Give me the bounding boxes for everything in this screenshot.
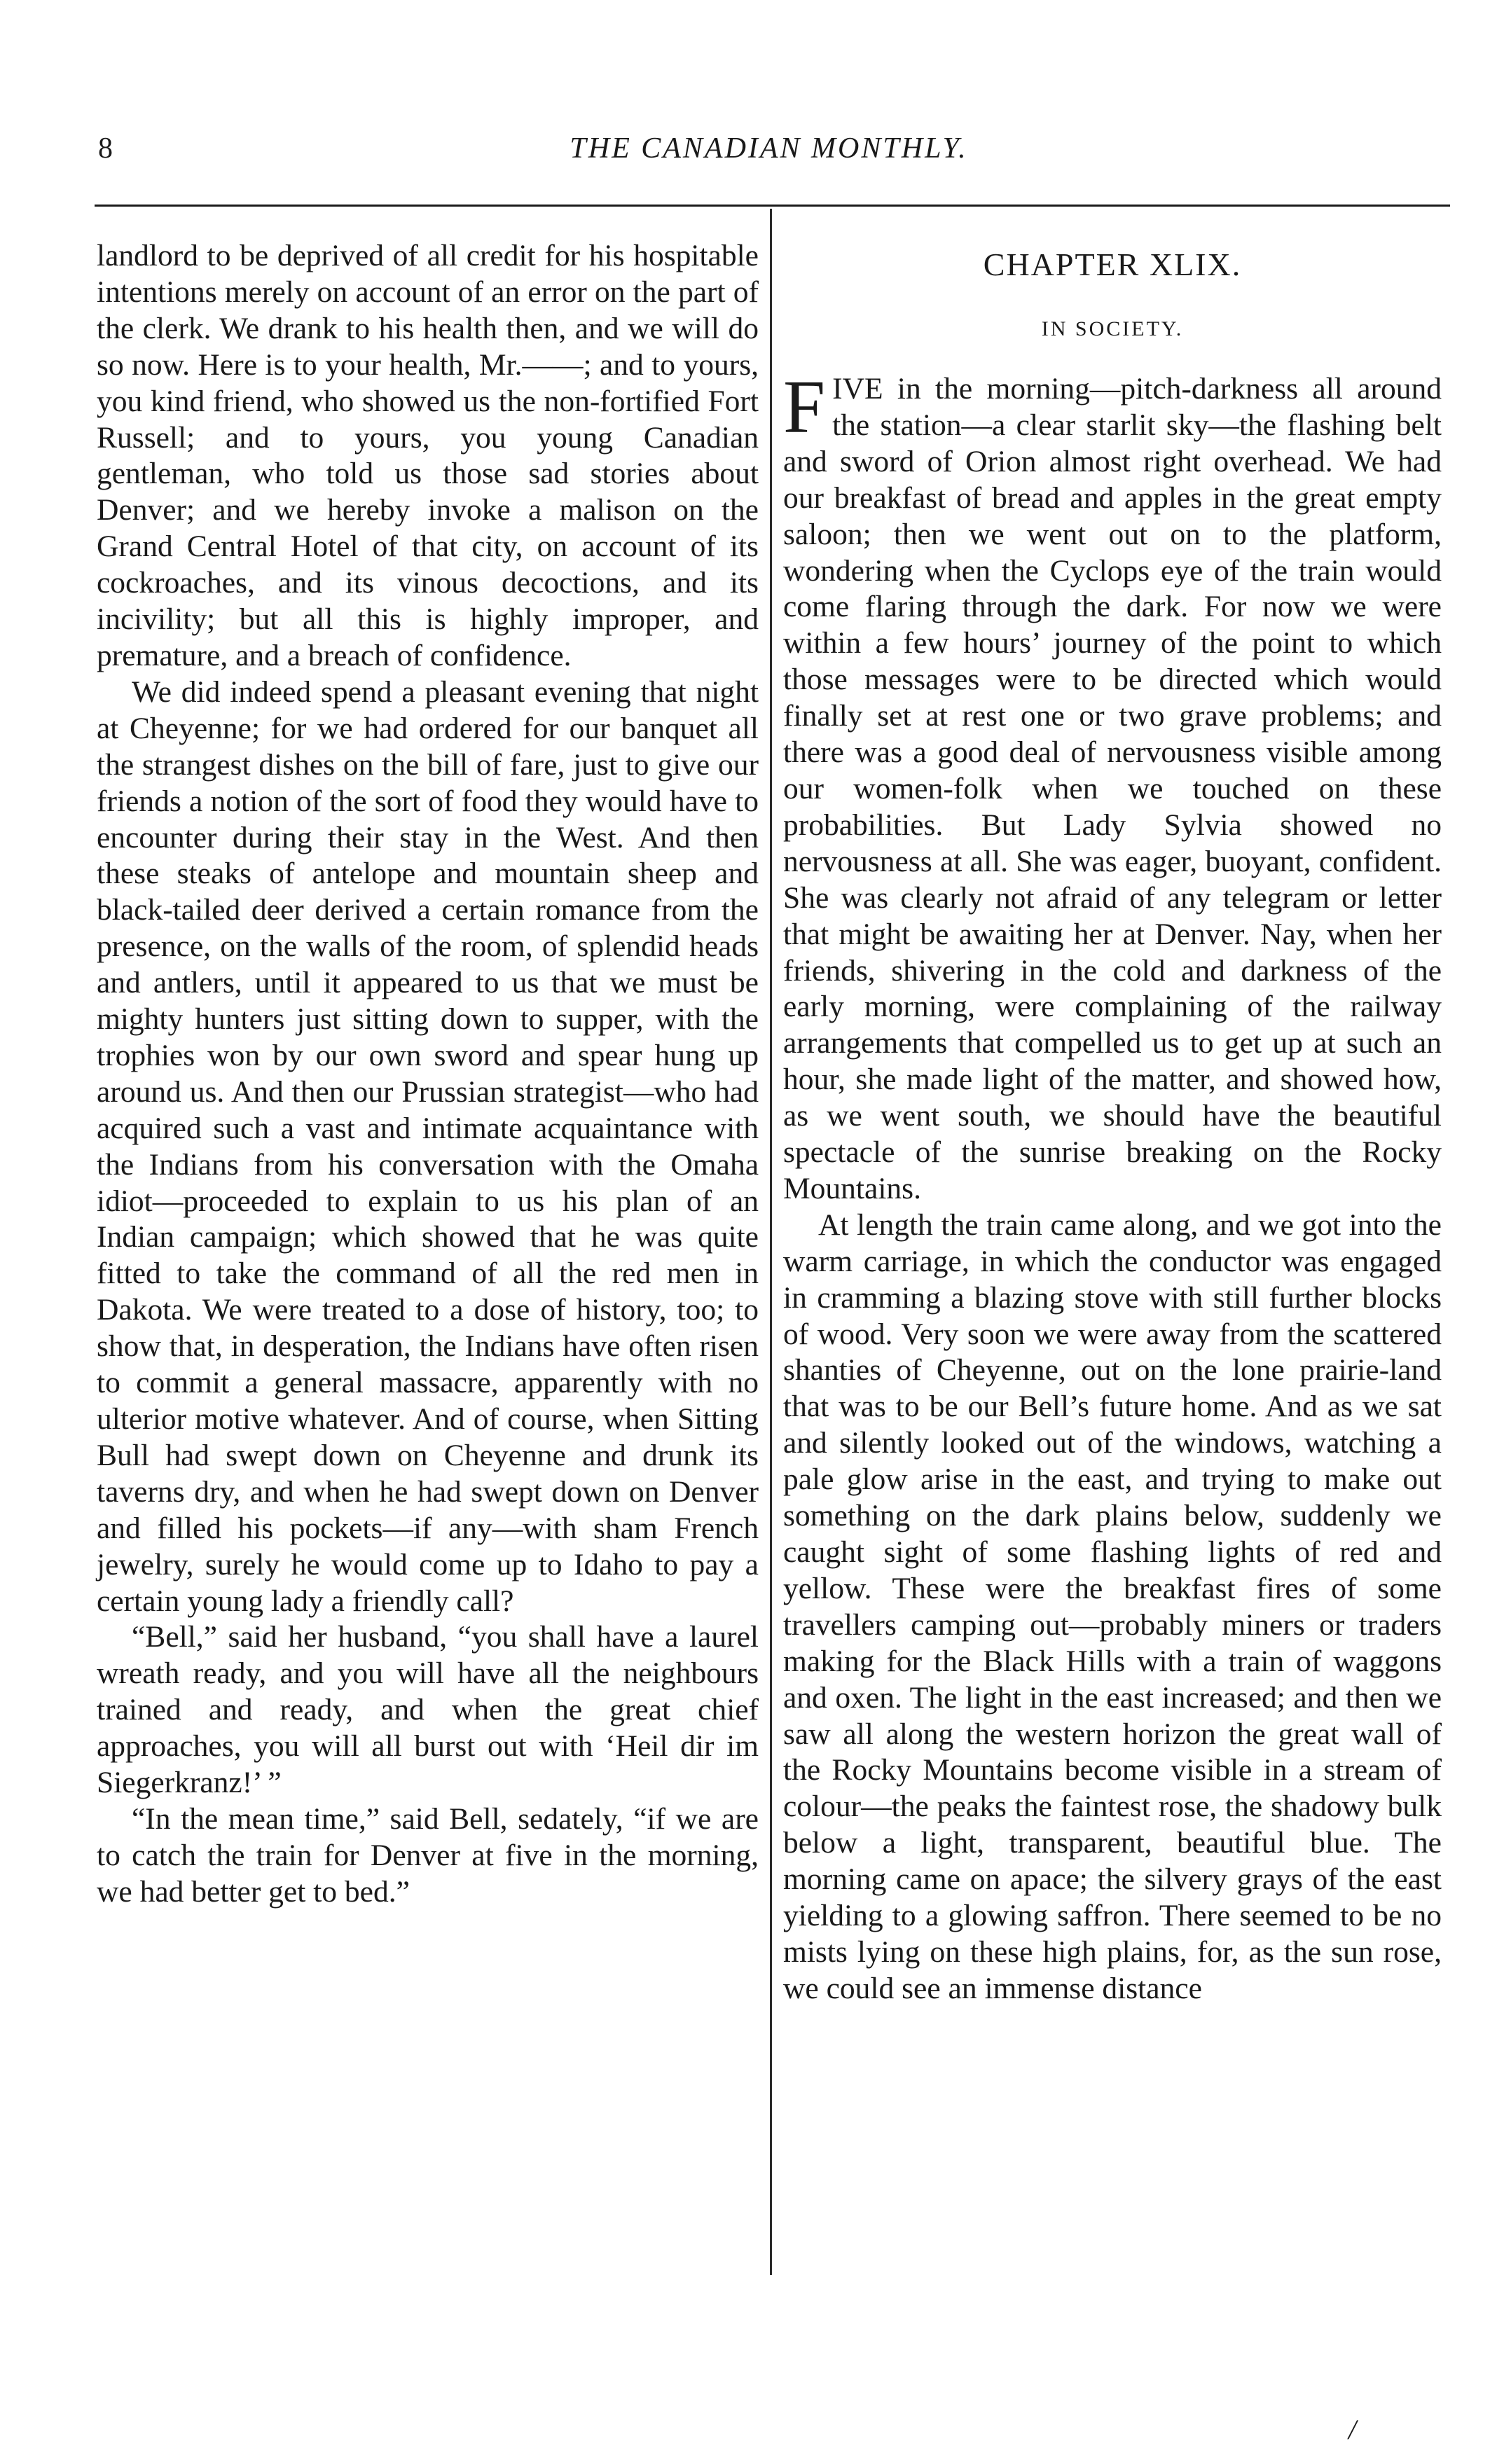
header-rule: [95, 205, 1450, 207]
page-header: [91, 132, 1447, 181]
drop-cap: F: [783, 366, 826, 449]
paragraph: “Bell,” said her husband, “you shall have a laurel wreath ready, and you will have all the neighbours trained and ready, and when the great chief approaches, you will all burst out with ‘Heil dir im Siegerkranz!’ ”: [97, 1620, 759, 1800]
paragraph: At length the train came along, and we got into the warm carriage, in which the conductor was engaged in cramming a blazing stove with still further blocks of wood. Very soon we were away from the scattered shanties of Cheyenne, out on the lone prairie-land that was to be our Bell’s future home. And as we sat and silently looked out of the windows, watching a pale glow arise in the east, and trying to make out something on the dark plains below, suddenly we caught sight of some flashing lights of red and yellow. These were the breakfast fires of some travellers camping out—probably miners or traders making for the Black Hills with a train of waggons and oxen. The light in the east increased; and then we saw all along the western horizon the great wall of the Rocky Mountains become visible in a stream of colour—the peaks the faintest rose, the shadowy bulk below a light, transparent, beautiful blue. The morning came on apace; the silvery grays of the east yielding to a glowing saffron. There seemed to be no mists lying on these high plains, for, as the sun rose, we could see an immense distance: [783, 1207, 1442, 2005]
paragraph: landlord to be deprived of all credit for his hospitable intentions merely on account of an error on the part of the clerk. We drank to his health then, and we will do so now. Here is to your health, Mr.——; and to yours, you kind friend, who showed us the non-fortified Fort Russell; and to yours, you young Canadian gentleman, who told us those sad stories about Denver; and we hereby invoke a malison on the Grand Central Hotel of that city, on account of its cockroaches, and its vinous decoctions, and its incivility; but all this is highly improper, and premature, and a breach of confidence.: [97, 239, 759, 672]
paragraph: We did indeed spend a pleasant evening that night at Cheyenne; for we had ordered for our banquet all the strangest dishes on the bill of fare, just to give our friends a notion of the sort of food they would have to encounter during their stay in the West. And then these steaks of antelope and mountain sheep and black-tailed deer derived a certain romance from the presence, on the walls of the room, of splendid heads and antlers, until it appeared to us that we must be mighty hunters just sitting down to supper, with the trophies won by our own sword and spear hung up around us. And then our Prussian strategist—who had acquired such a vast and intimate acquaintance with the Indians from his conversation with the Omaha idiot—proceeded to explain to us his plan of an Indian campaign; which showed that he was quite fitted to take the command of all the red men in Dakota. We were treated to a dose of history, too; to show that, in desperation, the Indians have often risen to commit a general massacre, apparently with no ulterior motive whatever. And of course, when Sitting Bull had swept down on Cheyenne and drunk its taverns dry, and when he had swept down on Denver and filled his pockets—if any—with sham French jewelry, surely he would come up to Idaho to pay a certain young lady a friendly call?: [97, 674, 759, 1618]
chapter-title: CHAPTER XLIX.: [983, 247, 1242, 282]
running-title: THE CANADIAN MONTHLY.: [570, 132, 968, 165]
chapter-opening-paragraph: [783, 366, 1442, 1207]
right-column: [783, 247, 1442, 2007]
column-divider: [770, 209, 772, 2275]
opening-text: IVE in the morning—pitch-darkness all around the station—a clear starlit sky—the flashing belt and sword of Orion almost right overhead. We had our breakfast of bread and apples in the great empty saloon; then we went out on to the platform, wondering when the Cyclops eye of the train would come flaring through the dark. For now we were within a few hours’ journey of the point to which those messages were to be directed which would finally set at rest one or two grave problems; and there was a good deal of nervousness visible among our women-folk when we touched on these probabilities. But Lady Sylvia showed no nervousness at all. She was eager, buoyant, confident. She was clearly not afraid of any telegram or letter that might be awaiting her at Denver. Nay, when her friends, shivering in the cold and darkness of the early morning, were complaining of the railway arrangements that compelled us to get up at such an hour, she made light of the matter, and showed how, as we went south, we should have the beautiful spectacle of the sunrise breaking on the Rocky Mountains.: [783, 372, 1442, 1205]
corner-mark: /: [1348, 2414, 1357, 2445]
paragraph: “In the mean time,” said Bell, sedately, “if we are to catch the train for Denver at five in the morning, we had better get to bed.”: [97, 1801, 759, 1909]
page-number: 8: [98, 132, 113, 165]
left-column: [97, 238, 759, 1911]
chapter-subtitle: IN SOCIETY.: [1041, 317, 1184, 340]
